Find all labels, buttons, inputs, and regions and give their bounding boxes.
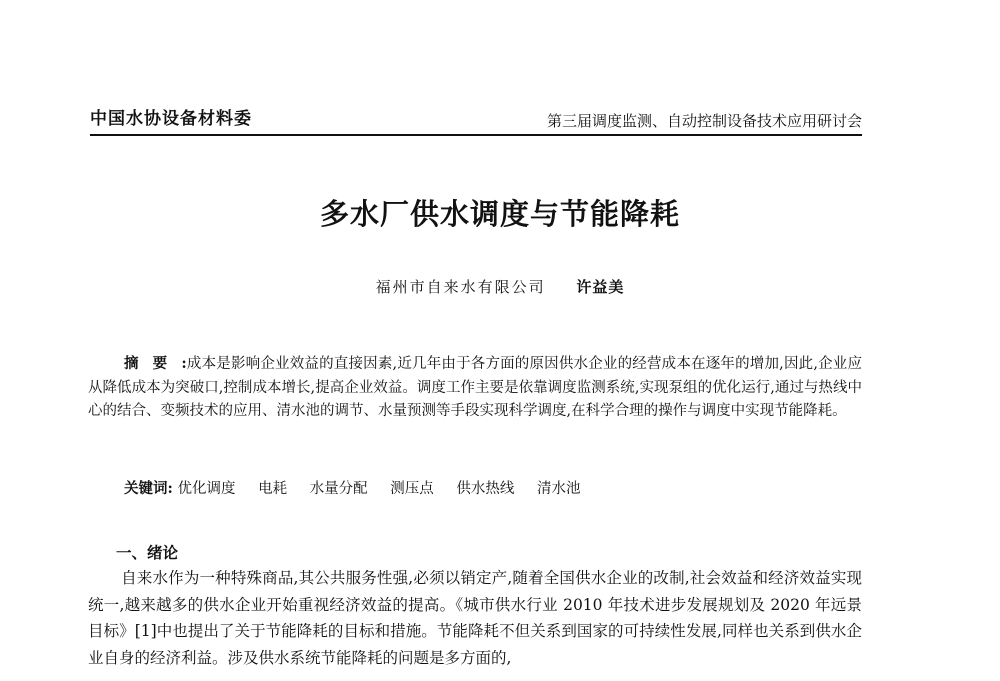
keyword-item: 测压点 <box>390 481 434 497</box>
keyword-item: 优化调度 <box>177 481 236 497</box>
header-conference: 第三届调度监测、自动控制设备技术应用研讨会 <box>546 112 862 130</box>
author-name: 许益美 <box>576 278 625 296</box>
abstract-label: 摘要 <box>124 355 182 372</box>
header-organization: 中国水协设备材料委 <box>90 109 252 129</box>
keywords <box>124 477 599 498</box>
keyword-item: 清水池 <box>537 481 581 497</box>
author-line <box>0 276 1000 297</box>
keyword-item: 供水热线 <box>456 481 515 497</box>
section-body <box>88 565 862 671</box>
section-heading: 一、绪论 <box>116 544 179 562</box>
section-paragraph: 自来水作为一种特殊商品,其公共服务性强,必须以销定产,随着全国供水企业的改制,社会效益和经济效益实现统一,越来越多的供水企业开始重视经济效益的提高。《城市供水行业 2010 年技术进步发展规划及 2020 年远景目标》[1]中也提出了关于节能降耗的目标和措施。节能降耗不但关系到国家的可持续性发展,同样也关系到供水企业自身的经济利益。涉及供水系统节能降耗的问题是多方面的, <box>88 569 862 667</box>
author-affiliation: 福州市自来水有限公司 <box>375 278 546 296</box>
running-header <box>90 104 862 136</box>
abstract-colon: : <box>181 355 187 372</box>
abstract <box>88 352 862 424</box>
keyword-item: 电耗 <box>258 481 288 497</box>
keywords-label: 关键词: <box>124 480 173 497</box>
keyword-item: 水量分配 <box>309 481 368 497</box>
paper-title: 多水厂供水调度与节能降耗 <box>319 197 680 231</box>
abstract-text: 成本是影响企业效益的直接因素,近几年由于各方面的原因供水企业的经营成本在逐年的增加,因此,企业应从降低成本为突破口,控制成本增长,提高企业效益。调度工作主要是依靠调度监测系统,实现泵组的优化运行,通过与热线中心的结合、变频技术的应用、清水池的调节、水量预测等手段实现科学调度,在科学合理的操作与调度中实现节能降耗。 <box>88 356 862 419</box>
